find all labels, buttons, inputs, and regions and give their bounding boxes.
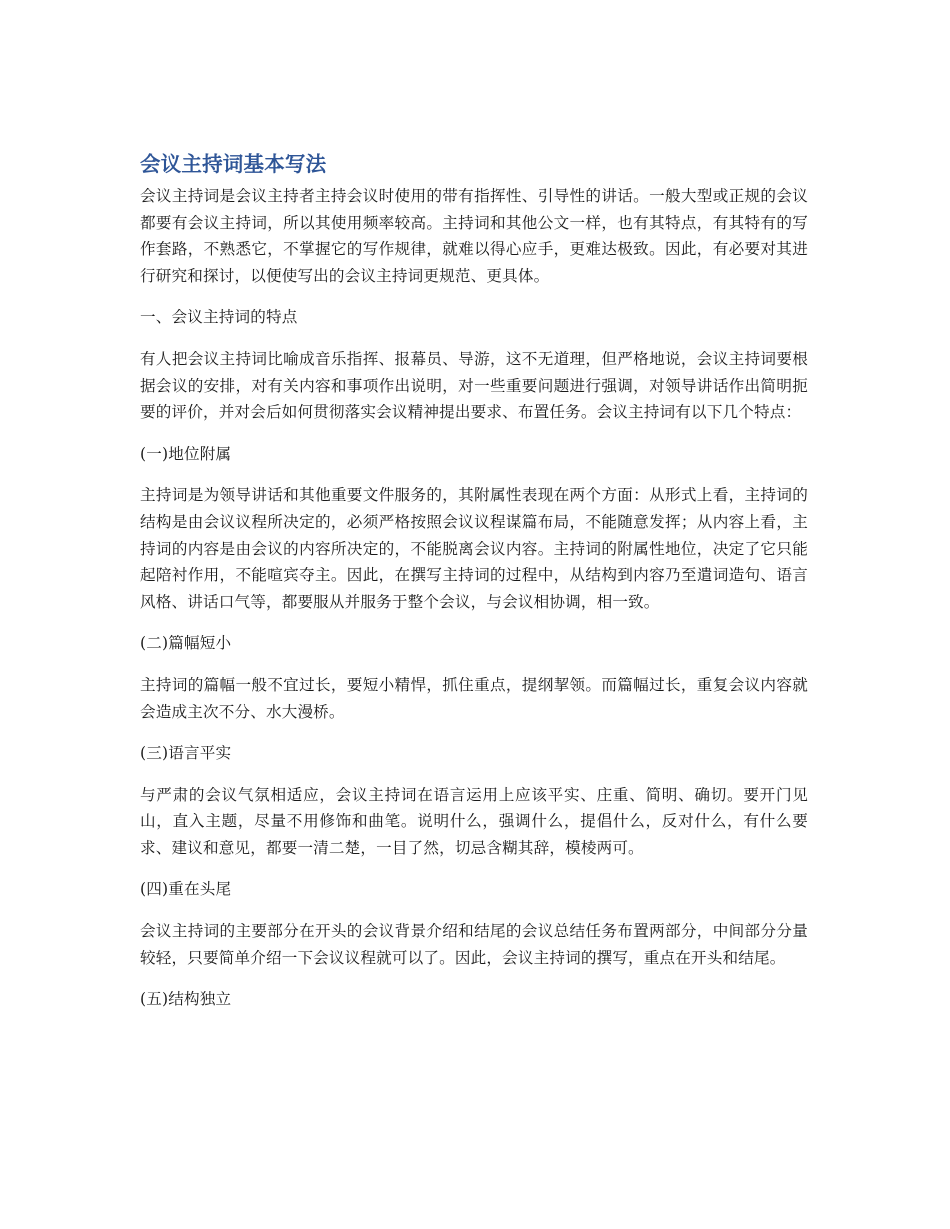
- body-paragraph-plain-language: 与严肃的会议气氛相适应，会议主持词在语言运用上应该平实、庄重、简明、确切。要开门见山，直入主题，尽量不用修饰和曲笔。说明什么，强调什么，提倡什么，反对什么，有什么要求、建议和意见，都要一清二楚，一目了然，切忌含糊其辞，模棱两可。: [140, 785, 808, 857]
- subheading-head-and-tail: (四)重在头尾: [140, 880, 232, 899]
- subheading-subordinate-position: (一)地位附属: [140, 444, 232, 463]
- subheading-independent-structure: (五)结构独立: [140, 990, 232, 1009]
- body-paragraph-short-length: 主持词的篇幅一般不宜过长，要短小精悍，抓住重点，提纲挈领。而篇幅过长，重复会议内容就会造成主次不分、水大漫桥。: [140, 675, 808, 721]
- document-title: 会议主持词基本写法: [140, 152, 327, 176]
- body-paragraph-characteristics: 有人把会议主持词比喻成音乐指挥、报幕员、导游，这不无道理，但严格地说，会议主持词要根据会议的安排，对有关内容和事项作出说明，对一些重要问题进行强调，对领导讲话作出简明扼要的评价，并对会后如何贯彻落实会议精神提出要求、布置任务。会议主持词有以下几个特点：: [140, 349, 808, 422]
- intro-paragraph: 会议主持词是会议主持者主持会议时使用的带有指挥性、引导性的讲话。一般大型或正规的会议都要有会议主持词，所以其使用频率较高。主持词和其他公文一样，也有其特点，有其特有的写作套路，不熟悉它，不掌握它的写作规律，就难以得心应手，更难达极致。因此，有必要对其进行研究和探讨，以便使写出的会议主持词更规范、更具体。: [140, 187, 808, 285]
- subheading-plain-language: (三)语言平实: [140, 744, 232, 763]
- body-paragraph-head-and-tail: 会议主持词的主要部分在开头的会议背景介绍和结尾的会议总结任务布置两部分，中间部分分量较轻，只要简单介绍一下会议议程就可以了。因此，会议主持词的撰写，重点在开头和结尾。: [140, 922, 808, 967]
- subheading-short-length: (二)篇幅短小: [140, 634, 232, 653]
- body-paragraph-subordinate-position: 主持词是为领导讲话和其他重要文件服务的，其附属性表现在两个方面：从形式上看，主持词的结构是由会议议程所决定的，必须严格按照会议议程谋篇布局，不能随意发挥；从内容上看，主持词的内容是由会议的内容所决定的，不能脱离会议内容。主持词的附属性地位，决定了它只能起陪衬作用，不能喧宾夺主。因此，在撰写主持词的过程中，从结构到内容乃至遣词造句、语言风格、讲话口气等，都要服从并服务于整个会议，与会议相协调，相一致。: [140, 486, 808, 611]
- document-page: [140, 148, 808, 1013]
- section-heading-characteristics: 一、会议主持词的特点: [140, 308, 298, 327]
